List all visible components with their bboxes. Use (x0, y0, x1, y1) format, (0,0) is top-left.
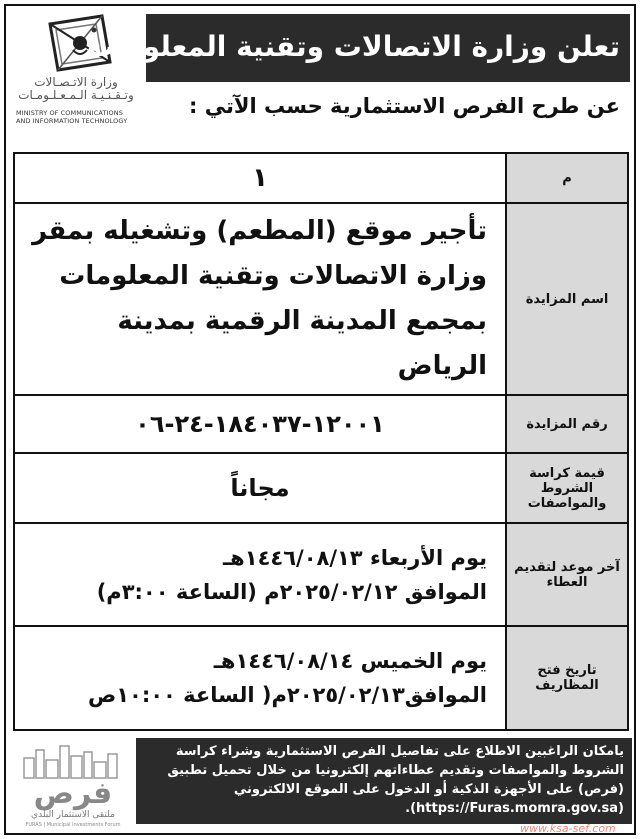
table-row-booklet-price (15, 454, 627, 524)
value-deadline (15, 524, 505, 625)
footer-notice: يامكان الراغبين الاطلاع على تفاصيل الفرص الاستثمارية وشراء كراسة الشروط والمواصفات وتقديم عطاءاتهم إلكترونيا من خلال تحميل تطبيق (فرص) على الأجهزة الذكية أو الدخول على الموقع الالكتروني (https://Furas.momra.gov.sa). (136, 738, 632, 824)
label-booklet-price: قيمة كراسة الشروط والمواصفات (505, 454, 627, 522)
table-row-deadline (15, 524, 627, 627)
value-auction-name: تأجير موقع (المطعم) وتشغيله بمقر وزارة الاتصالات وتقنية المعلومات بمجمع المدينة الرقمية بمدينة الرياض (32, 216, 487, 381)
opening-line2: الموافق٢٠٢٥/٠٢/١٣م( الساعة ١٠:٠٠ص (87, 683, 487, 707)
logo-arabic-line2: وتـقـنـيـة الـمـعـلـومـات (18, 88, 134, 102)
logo-arabic-line1: وزارة الاتـصـالات (34, 75, 118, 89)
table-row-opening-date (15, 627, 627, 729)
logo-english-line1: MINISTRY OF COMMUNICATIONS (16, 109, 123, 117)
watermark: www.ksa-sef.com (520, 822, 616, 835)
label-auction-name: اسم المزايدة (505, 204, 627, 394)
table-row-number (15, 154, 627, 204)
furas-logo (14, 740, 132, 832)
furas-logo-name: فرص (33, 776, 113, 811)
furas-logo-caption: ملتقى الاستثمار البلدي (31, 810, 115, 820)
page-title: تعلن وزارة الاتصالات وتقنية المعلومات (86, 30, 620, 63)
ministry-logo-english (16, 109, 144, 125)
logo-english-line2: AND INFORMATION TECHNOLOGY (16, 117, 128, 125)
label-number: م (505, 154, 627, 202)
value-auction-number: ١٢٠٠١-١٨٤٠٣٧-٢٤-٠٦ (135, 410, 385, 438)
auction-table (13, 152, 629, 731)
deadline-line1: يوم الأربعاء ١٤٤٦/٠٨/١٣هـ (223, 545, 487, 570)
table-row-auction-name (15, 204, 627, 396)
city-skyline-icon (14, 740, 132, 780)
label-deadline: آخر موعد لتقديم العطاء (505, 524, 627, 625)
page-subtitle: عن طرح الفرص الاستثمارية حسب الآتي : (188, 94, 620, 118)
opening-line1: يوم الخميس ١٤٤٦/٠٨/١٤هـ (213, 649, 487, 673)
furas-logo-caption-en: FURAS | Municipal Investments Forum (25, 822, 121, 828)
value-number: ١ (252, 163, 268, 193)
table-row-auction-number (15, 396, 627, 454)
value-opening-date (15, 627, 505, 729)
value-booklet-price: مجاناً (230, 474, 290, 502)
label-opening-date: تاريخ فتح المظاريف (505, 627, 627, 729)
deadline-line2: الموافق ٢٠٢٥/٠٢/١٢م (الساعة ٣:٠٠م) (96, 579, 487, 604)
label-auction-number: رقم المزايدة (505, 396, 627, 452)
